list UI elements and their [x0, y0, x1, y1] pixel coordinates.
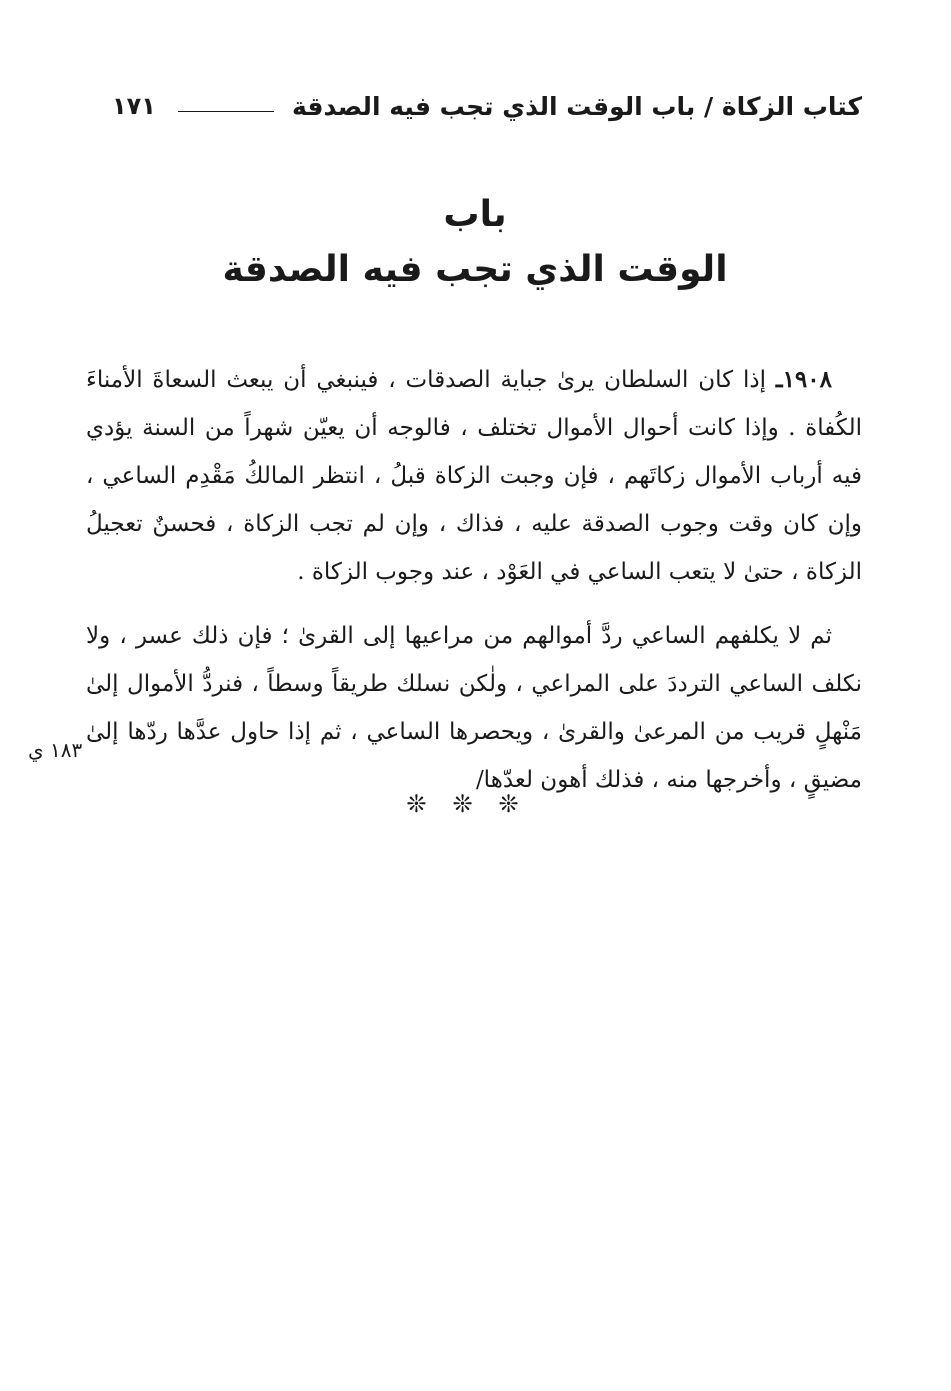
body-text	[86, 356, 862, 804]
chapter-kicker: باب	[443, 194, 507, 235]
header-rule	[178, 111, 274, 112]
chapter-title: الوقت الذي تجب فيه الصدقة	[222, 249, 728, 290]
paragraph-2	[86, 612, 862, 804]
page-number: ١٧١	[112, 92, 156, 120]
running-header	[112, 86, 862, 126]
paragraph-1	[86, 356, 862, 596]
paragraph-1-text: إذا كان السلطان يرىٰ جباية الصدقات ، فينبغي أن يبعث السعاةَ الأمناءَ الكُفاة . وإذا كانت أحوال الأموال تختلف ، فالوجه أن يعيّن شهراً من السنة يؤدي فيه أرباب الأموال زكاتَهم ، فإن وجبت الزكاة قبلُ ، انتظر المالكُ مَقْدِم الساعي ، وإن كان وقت وجوب الصدقة عليه ، فذاك ، وإن لم تجب الزكاة ، فحسنٌ تعجيلُ الزكاة ، حتىٰ لا يتعب الساعي في العَوْد ، عند وجوب الزكاة .	[86, 367, 862, 585]
paragraph-number: ١٩٠٨ـ	[775, 366, 832, 393]
running-title: كتاب الزكاة / باب الوقت الذي تجب فيه الصدقة	[291, 91, 862, 121]
paragraph-2-text: ثم لا يكلفهم الساعي ردَّ أموالهم من مراعيها إلى القرىٰ ؛ فإن ذلك عسر ، ولا نكلف الساعي الترددَ على المراعي ، ولٰكن نسلك طريقاً وسطاً ، فنردُّ الأموال إلىٰ مَنْهلٍ قريب من المرعىٰ والقرىٰ ، ويحصرها الساعي ، ثم إذا حاول عدَّها ردّها إلىٰ مضيقٍ ، وأخرجها منه ، فذلك أهون لعدّها/	[86, 623, 862, 793]
chapter-heading	[100, 188, 850, 298]
section-ornament: ❊❊❊	[406, 790, 545, 818]
margin-note: ١٨٣ ي	[28, 738, 83, 762]
